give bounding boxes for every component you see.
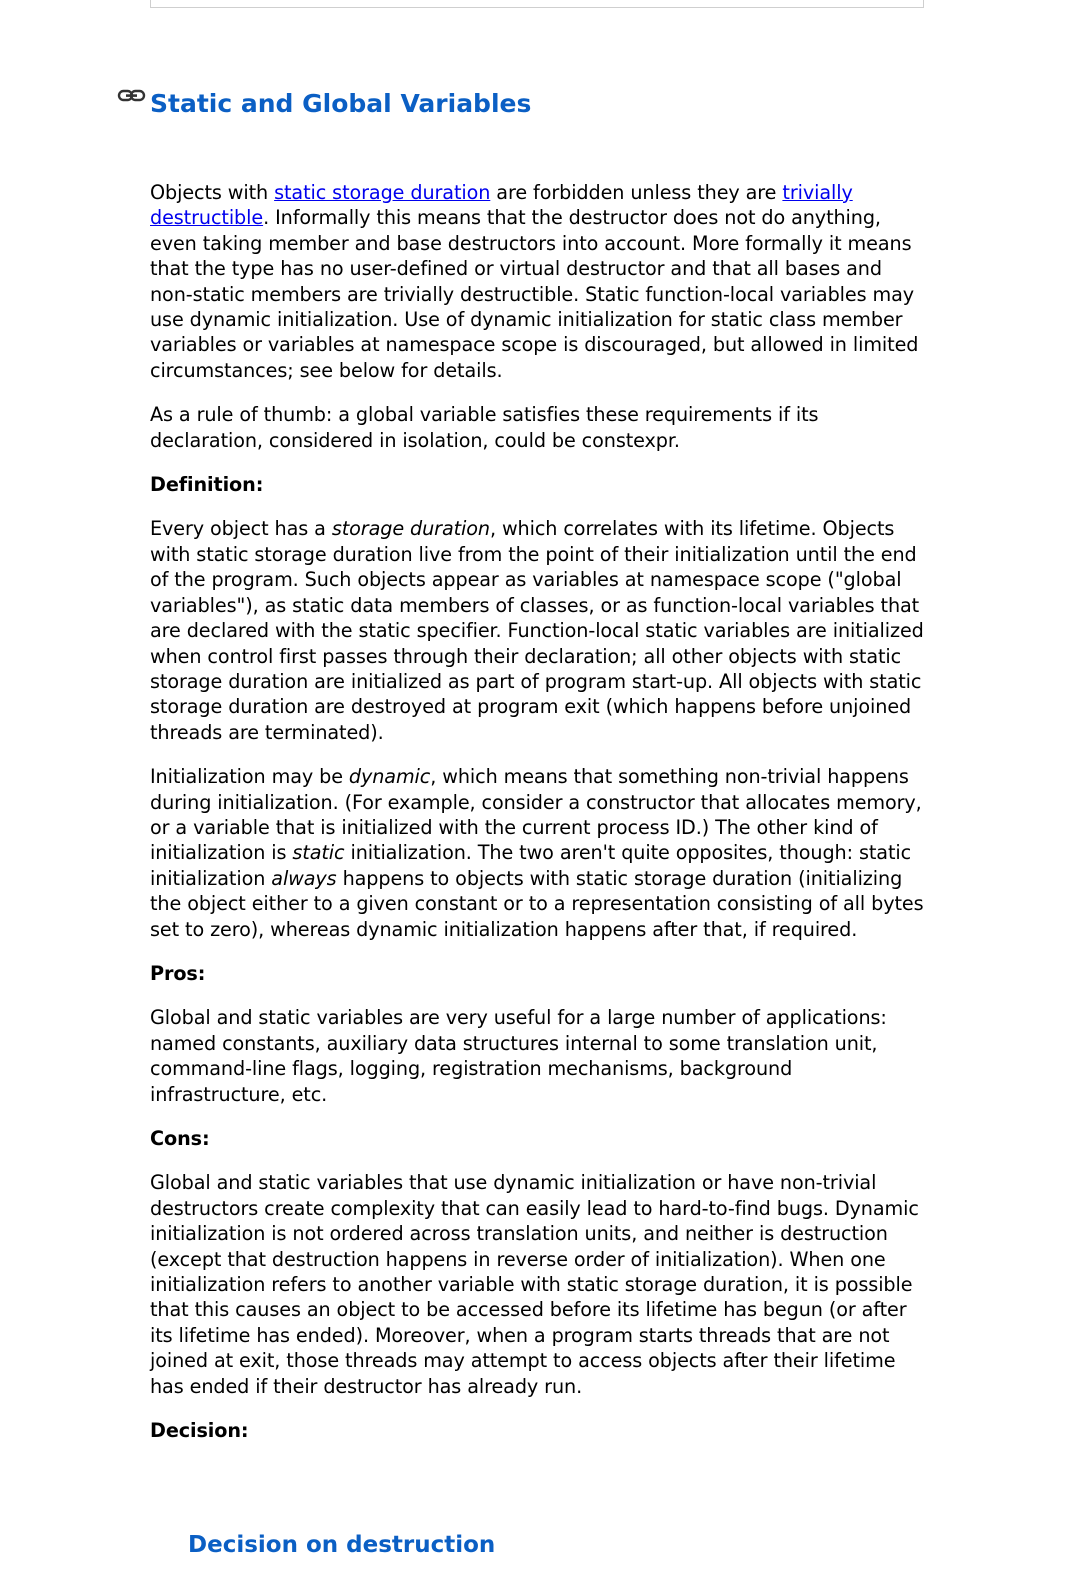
page-title: Static and Global Variables — [150, 89, 532, 118]
decision-label: Decision: — [150, 1419, 249, 1443]
section-heading-row — [116, 84, 531, 124]
cons-label: Cons: — [150, 1127, 210, 1150]
paragraph-rule-of-thumb: As a rule of thumb: a global variable satisfies these requirements if its declaration, considered in isolation, could be constexpr. — [150, 403, 819, 452]
article-body — [150, 180, 930, 1462]
pros-label: Pros: — [150, 961, 206, 985]
paragraph-initialization: Initialization may be dynamic, which means that something non-trivial happens during initialization. (For example, consider a constructor that allocates memory, or a variable that is initialized with the current process ID.) The other kind of initialization is static initialization. The two aren't quite opposites, though: static initialization always happens to objects with static storage duration (initializing the object either to a given constant or to a representation consisting of all bytes set to zero), whereas dynamic initialization happens after that, if required. — [150, 765, 924, 941]
link-icon[interactable] — [116, 86, 150, 106]
definition-label: Definition: — [150, 473, 264, 497]
paragraph-cons: Global and static variables that use dynamic initialization or have non-trivial destructors create complexity that can easily lead to hard-to-find bugs. Dynamic initialization is not ordered across translation units, and neither is destruction (except that destruction happens in reverse order of initialization). When one initialization refers to another variable with static storage duration, it is possible that this causes an object to be accessed before its lifetime has begun (or after its lifetime has ended). Moreover, when a program starts threads that are not joined at exit, those threads may attempt to access objects after their lifetime has ended if their destructor has already run. — [150, 1171, 919, 1398]
paragraph-intro: Objects with static storage duration are forbidden unless they are trivially destructible. Informally this means that the destructor does not do anything, even taking member and base destructors into account. More formally it means that the type has no user-defined or virtual destructor and that all bases and non-static members are trivially destructible. Static function-local variables may use dynamic initialization. Use of dynamic initialization for static class member variables or variables at namespace scope is discouraged, but allowed in limited circumstances; see below for details. — [150, 181, 919, 382]
static-storage-duration-link[interactable]: static storage duration — [274, 181, 491, 204]
paragraph-definition: Every object has a storage duration, which correlates with its lifetime. Objects with static storage duration live from the point of their initialization until the end of the program. Such objects appear as variables at namespace scope ("global variables"), as static data members of classes, or as function-local variables that are declared with the static specifier. Function-local static variables are initialized when control first passes through their declaration; all other objects with static storage duration are initialized as part of program start-up. All objects with static storage duration are destroyed at program exit (which happens before unjoined threads are terminated). — [150, 517, 924, 744]
trivially-destructible-link[interactable]: trivially destructible — [150, 181, 853, 230]
subsection-title: Decision on destruction — [188, 1532, 496, 1558]
previous-content-box — [150, 0, 924, 8]
paragraph-pros: Global and static variables are very useful for a large number of applications: named constants, auxiliary data structures internal to some translation unit, command-line flags, logging, registration mechanisms, background infrastructure, etc. — [150, 1006, 887, 1106]
